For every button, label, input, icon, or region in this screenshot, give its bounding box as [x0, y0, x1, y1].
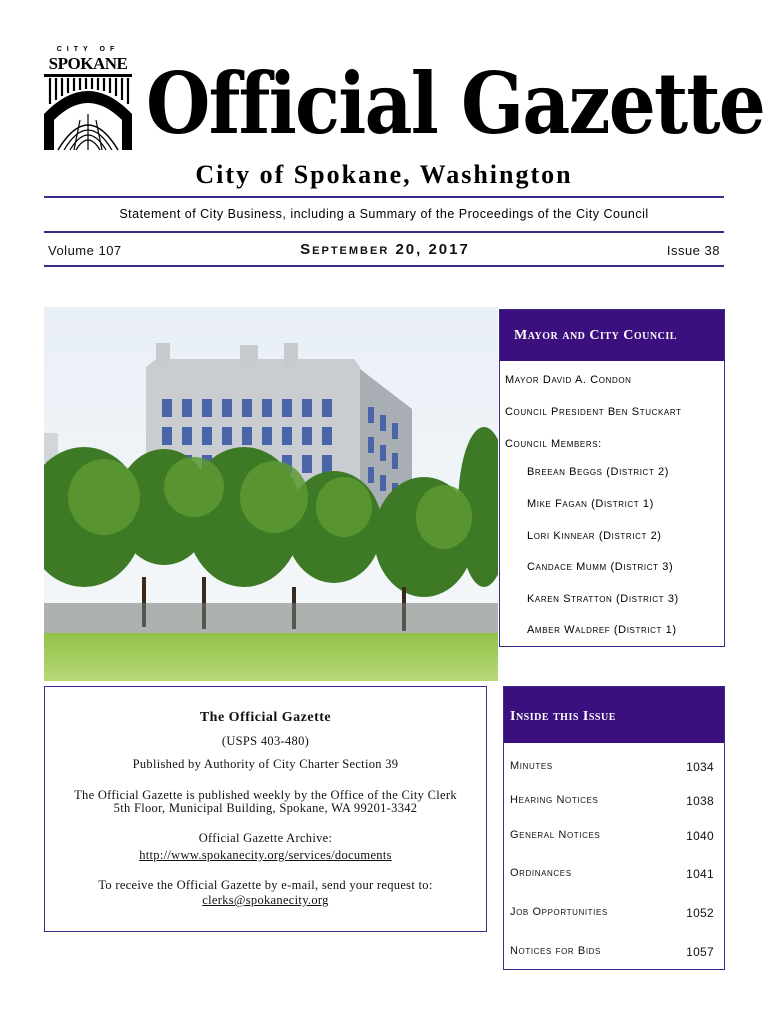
gazette-info-box	[44, 686, 487, 932]
gazette-masthead-title: Official Gazette	[146, 54, 765, 153]
toc-page: 1040	[686, 829, 714, 843]
toc-label: Minutes	[510, 760, 553, 772]
divider	[44, 265, 724, 267]
council-member: Lori Kinnear (District 2)	[527, 530, 662, 542]
toc-item[interactable]	[510, 829, 714, 841]
toc-item[interactable]	[510, 760, 714, 772]
toc-page: 1057	[686, 945, 714, 959]
toc-item[interactable]	[510, 945, 714, 957]
council-member: Amber Waldref (District 1)	[527, 624, 677, 636]
city-of-spokane-logo	[44, 46, 132, 152]
email-instructions: To receive the Official Gazette by e-mail, send your request to:	[98, 878, 433, 892]
inside-heading: Inside this Issue	[504, 687, 724, 743]
council-member: Candace Mumm (District 3)	[527, 561, 674, 573]
toc-label: Job Opportunities	[510, 906, 608, 918]
info-title: The Official Gazette	[199, 710, 332, 725]
bridge-arch-icon	[44, 74, 132, 152]
toc-item[interactable]	[510, 906, 714, 918]
toc-label: Notices for Bids	[510, 945, 601, 957]
authority-text: Published by Authority of City Charter Section 39	[132, 757, 399, 771]
publisher-line: The Official Gazette is published weekly by the Office of the City Clerk	[74, 788, 457, 802]
toc-page: 1052	[686, 906, 714, 920]
divider	[44, 231, 724, 233]
council-heading: Mayor and City Council	[500, 310, 724, 361]
address-line: 5th Floor, Municipal Building, Spokane, WA 99201-3342	[113, 801, 418, 815]
council-president: Council President Ben Stuckart	[505, 406, 682, 418]
toc-page: 1034	[686, 760, 714, 774]
volume-number: Volume 107	[48, 243, 122, 258]
mayor-name: Mayor David A. Condon	[505, 374, 632, 386]
council-member: Breean Beggs (District 2)	[527, 466, 670, 478]
mayor-council-box	[499, 309, 725, 647]
gazette-subtitle: Statement of City Business, including a Summary of the Proceedings of the City Council	[119, 207, 649, 221]
council-member: Mike Fagan (District 1)	[527, 498, 654, 510]
issue-date: September 20, 2017	[300, 241, 470, 258]
council-member: Karen Stratton (District 3)	[527, 593, 679, 605]
clerk-email-link[interactable]: clerks@spokanecity.org	[202, 893, 329, 907]
toc-item[interactable]	[510, 867, 714, 879]
council-members-label: Council Members:	[505, 438, 602, 450]
municipal-building-photo	[44, 307, 498, 681]
issue-number: Issue 38	[666, 243, 720, 258]
usps-number: (USPS 403-480)	[221, 734, 310, 748]
toc-label: General Notices	[510, 829, 601, 841]
city-heading: City of Spokane, Washington	[195, 160, 573, 189]
inside-this-issue-box	[503, 686, 725, 970]
toc-page: 1041	[686, 867, 714, 881]
toc-page: 1038	[686, 794, 714, 808]
toc-label: Hearing Notices	[510, 794, 599, 806]
logo-spokane-text: SPOKANE	[48, 54, 128, 73]
divider	[44, 196, 724, 198]
logo-city-of-text: CITY OF	[56, 46, 120, 53]
toc-item[interactable]	[510, 794, 714, 806]
archive-label: Official Gazette Archive:	[198, 831, 333, 845]
toc-label: Ordinances	[510, 867, 572, 879]
archive-link[interactable]: http://www.spokanecity.org/services/documents	[139, 848, 392, 862]
